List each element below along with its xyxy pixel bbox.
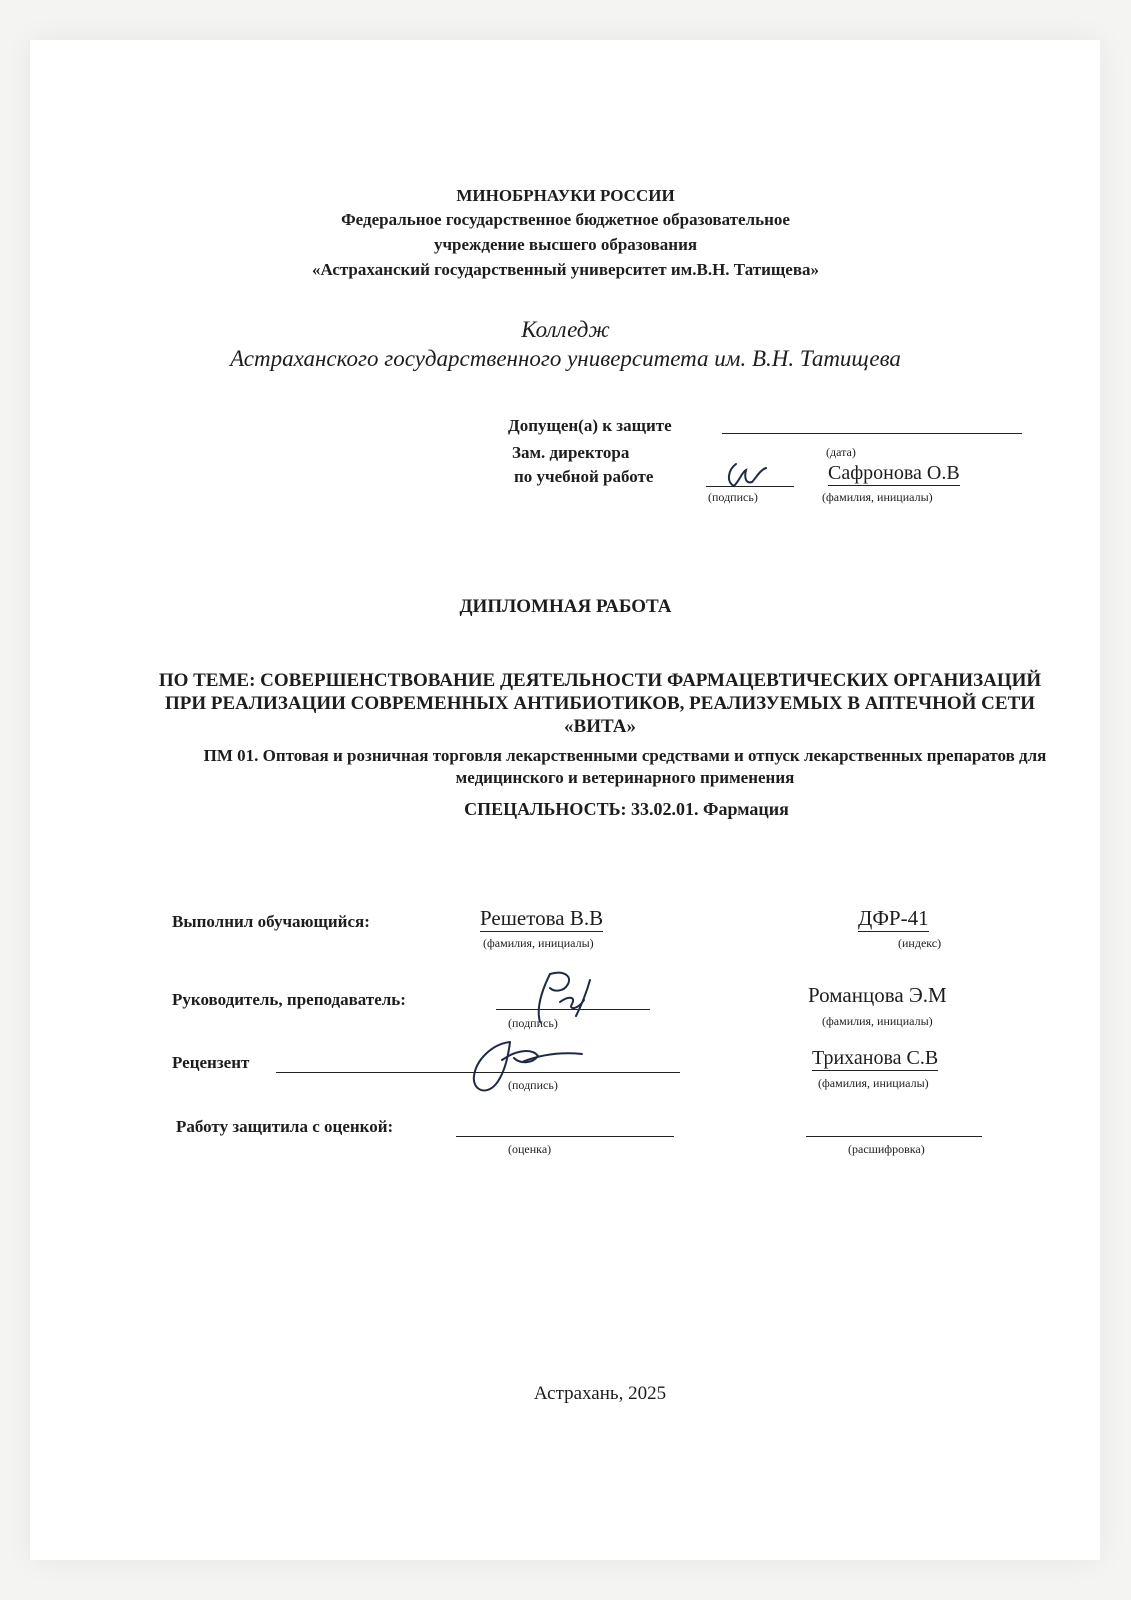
thesis-topic: ПО ТЕМЕ: СОВЕРШЕНСТВОВАНИЕ ДЕЯТЕЛЬНОСТИ ФАРМАЦЕВТИЧЕСКИХ ОРГАНИЗАЦИЙ ПРИ РЕАЛИЗАЦИИ СОВРЕМЕННЫХ АНТИБИОТИКОВ, РЕАЛИЗУЕМЫХ В АПТЕЧНОЙ СЕТИ «ВИТА» [158, 670, 1042, 737]
date-hint: (дата) [826, 445, 856, 459]
defense-label: Работу защитила с оценкой: [176, 1117, 394, 1136]
academic-work-label: по учебной работе [514, 467, 654, 486]
supervisor-name-hint: (фамилия, инициалы) [822, 1014, 933, 1028]
supervisor-signature-hint: (подпись) [508, 1016, 558, 1030]
student-label: Выполнил обучающийся: [172, 912, 370, 931]
ministry-name: МИНОБРНАУКИ РОССИИ [456, 186, 675, 205]
deputy-director-label: Зам. директора [512, 443, 630, 462]
decode-hint: (расшифровка) [848, 1142, 925, 1156]
reviewer-name: Триханова С.В [812, 1047, 939, 1069]
reviewer-signature-hint: (подпись) [508, 1078, 558, 1092]
deputy-signature-hint: (подпись) [708, 490, 758, 504]
reviewer-name-hint: (фамилия, инициалы) [818, 1076, 929, 1090]
grade-line [456, 1120, 674, 1137]
city-year: Астрахань, 2025 [533, 1383, 667, 1404]
decode-line [806, 1120, 982, 1137]
deputy-name-hint: (фамилия, инициалы) [822, 490, 933, 504]
specialty: СПЕЦАЛЬНОСТЬ: 33.02.01. Фармация [464, 799, 789, 819]
supervisor-label: Руководитель, преподаватель: [172, 990, 406, 1009]
admitted-label: Допущен(а) к защите [508, 416, 672, 435]
student-group-hint: (индекс) [898, 936, 942, 950]
student-name-hint: (фамилия, инициалы) [483, 936, 594, 950]
student-name: Решетова В.В [480, 906, 604, 930]
college-title: Колледж [521, 317, 610, 342]
reviewer-label: Рецензент [172, 1053, 250, 1072]
grade-hint: (оценка) [508, 1142, 552, 1156]
institution-type-line1: Федеральное государственное бюджетное образовательное [341, 210, 790, 229]
supervisor-name: Романцова Э.М [808, 983, 947, 1007]
deputy-signature-icon [722, 456, 782, 492]
professional-module: ПМ 01. Оптовая и розничная торговля лекарственными средствами и отпуск лекарственных препаратов для медицинского и ветеринарного применения [203, 746, 1047, 787]
university-name: «Астраханский государственный университет им.В.Н. Татищева» [311, 260, 820, 279]
institution-type-line2: учреждение высшего образования [433, 235, 698, 254]
student-group: ДФР-41 [858, 906, 929, 930]
deputy-name: Сафронова О.В [828, 462, 960, 484]
document-title: ДИПЛОМНАЯ РАБОТА [459, 596, 672, 617]
admitted-date-line [722, 419, 1022, 434]
college-university: Астраханского государственного университета им. В.Н. Татищева [230, 346, 901, 371]
